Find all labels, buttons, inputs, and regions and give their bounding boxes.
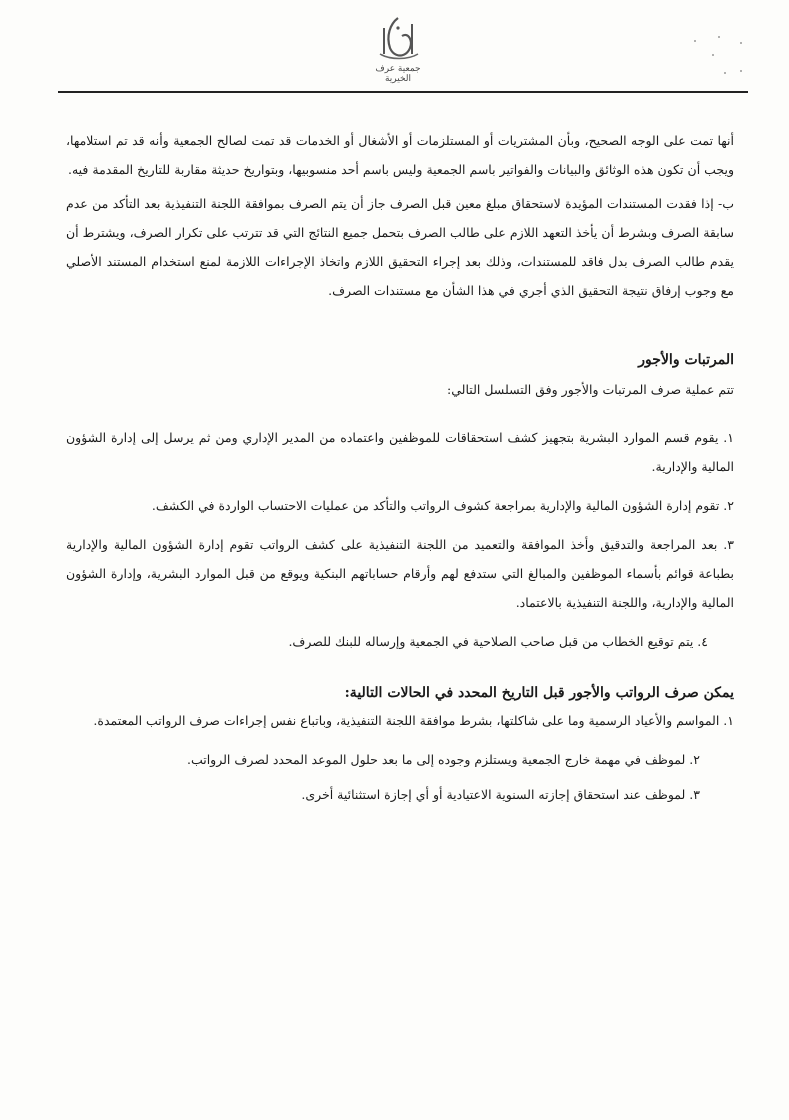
early-case-1: ١. المواسم والأعياد الرسمية وما على شاكلتها، بشرط موافقة اللجنة التنفيذية، وباتباع نفس إجراءات صرف الرواتب المعتمدة. — [93, 713, 734, 728]
intro-paragraph: أنها تمت على الوجه الصحيح، وبأن المشتريات أو المستلزمات أو الأشغال أو الخدمات قد تمت لصالح الجمعية وأنه قد تم استلامها، ويجب أن تكون هذه الوثائق والبيانات والفواتير باسم الجمعية وليس باسم أحد منسوبيها، وبتواريخ حديثة مقاربة للتاريخ المقدمة فيه. — [66, 133, 735, 177]
early-case-2: ٢. لموظف في مهمة خارج الجمعية ويستلزم وجوده إلى ما بعد حلول الموعد المحدد لصرف الرواتب. — [186, 752, 700, 767]
logo-calligraphy-icon — [368, 14, 428, 64]
salaries-step-4: ٤. يتم توقيع الخطاب من قبل صاحب الصلاحية في الجمعية وإرساله للبنك للصرف. — [288, 634, 708, 649]
section-heading-early-payment: يمكن صرف الرواتب والأجور قبل التاريخ المحدد في الحالات التالية: — [344, 685, 734, 701]
early-case-3: ٣. لموظف عند استحقاق إجازته السنوية الاعتيادية أو أي إجازة استثنائية أخرى. — [301, 787, 700, 802]
corner-marks — [690, 34, 750, 84]
section-heading-salaries: المرتبات والأجور — [638, 352, 734, 368]
header-divider — [58, 91, 748, 93]
salaries-step-3: ٣. بعد المراجعة والتدقيق وأخذ الموافقة والتعميد من اللجنة التنفيذية على كشف الرواتب تقوم إدارة الشؤون المالية والإدارية بطباعة قوائم بأسماء الموظفين والمبالغ التي ستدفع لهم وأرقام حساباتهم البنكية ويوقع من قبل الموارد البشرية، وإدارة الشؤون المالية والإدارية، واللجنة التنفيذية بالاعتماد. — [66, 537, 734, 610]
organization-logo — [368, 14, 428, 82]
document-body — [66, 126, 734, 815]
salaries-lead: تتم عملية صرف المرتبات والأجور وفق التسلسل التالي: — [447, 382, 734, 397]
salaries-step-1: ١. يقوم قسم الموارد البشرية بتجهيز كشف استحقاقات للموظفين واعتماده من المدير الإداري ومن ثم يرسل إلى إدارة الشؤون المالية والإدارية. — [66, 430, 734, 474]
bullet-paragraph-b: ب- إذا فقدت المستندات المؤيدة لاستحقاق مبلغ معين قبل الصرف جاز أن يتم الصرف بموافقة اللجنة التنفيذية بعد التأكد من عدم سابقة الصرف وبشرط أن يأخذ التعهد اللازم على طالب الصرف بتحمل جميع النتائج التي قد تترتب على تكرار الصرف، ويشترط أن يقدم طالب الصرف بدل فاقد للمستندات، وذلك بعد إجراء التحقيق اللازم واتخاذ الإجراءات اللازمة لمنع استخدام المستند الأصلي مع وجوب إرفاق نتيجة التحقيق الذي أجري في هذا الشأن مع مستندات الصرف. — [66, 196, 734, 298]
logo-caption: جمعية عرف الخيرية — [375, 64, 421, 84]
salaries-step-2: ٢. تقوم إدارة الشؤون المالية والإدارية بمراجعة كشوف الرواتب والتأكد من عمليات الاحتساب الواردة في الكشف. — [151, 498, 734, 513]
